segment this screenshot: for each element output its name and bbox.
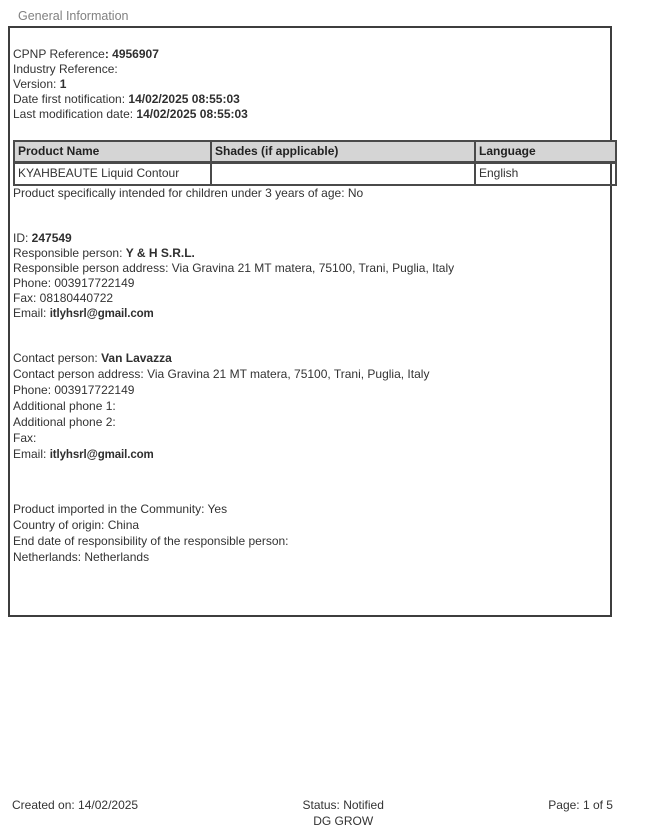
responsible-email-line (13, 306, 607, 322)
import-info-block (13, 501, 607, 565)
contact-email-value: itlyhsrl@gmail.com (49, 448, 154, 461)
general-information-box (8, 26, 612, 617)
industry-reference-label: Industry Reference: (13, 62, 118, 76)
additional-phone-1-line: Additional phone 1: (13, 398, 116, 413)
footer-status: Status: Notified (302, 798, 384, 812)
footer-org: DG GROW (313, 814, 374, 828)
column-header-language: Language (475, 141, 616, 163)
country-of-origin-line: Country of origin: China (13, 517, 140, 532)
responsible-email-value: itlyhsrl@gmail.com (49, 307, 154, 320)
footer-page-number: Page: 1 of 5 (548, 798, 613, 812)
contact-person-address-line: Contact person address: Via Gravina 21 MT matera, 75100, Trani, Puglia, Italy (13, 366, 430, 381)
date-first-notification-value: 14/02/2025 08:55:03 (128, 92, 240, 106)
contact-email-label: Email: (13, 446, 50, 461)
id-line (13, 231, 607, 246)
responsible-email-label: Email: (13, 305, 50, 320)
industry-reference-line (13, 62, 607, 77)
cpnp-reference-value: : 4956907 (104, 47, 159, 61)
cpnp-reference-line (13, 47, 607, 62)
contact-fax-line: Fax: (13, 430, 37, 445)
responsible-person-block (13, 231, 607, 322)
cell-product-name: KYAHBEAUTE Liquid Contour (14, 163, 211, 185)
id-value: 247549 (31, 230, 72, 245)
contact-person-block (13, 350, 607, 463)
footer-status-block (303, 797, 384, 829)
date-first-notification-line (13, 92, 607, 107)
column-header-product-name: Product Name (14, 141, 211, 163)
cpnp-reference-label: CPNP Reference (13, 47, 105, 61)
version-value: 1 (59, 77, 67, 91)
product-table-header-row (14, 141, 616, 163)
end-date-responsibility-line: End date of responsibility of the responsible person: (13, 533, 289, 548)
last-modification-date-value: 14/02/2025 08:55:03 (136, 107, 248, 121)
footer-created-on: Created on: 14/02/2025 (12, 798, 139, 812)
responsible-person-address-line: Responsible person address: Via Gravina 21 MT matera, 75100, Trani, Puglia, Italy (13, 260, 455, 275)
contact-person-value: Van Lavazza (101, 350, 172, 365)
contact-person-line (13, 350, 607, 366)
id-label: ID: (13, 230, 32, 245)
version-label: Version: (13, 77, 60, 91)
column-header-shades: Shades (if applicable) (211, 141, 475, 163)
cell-shades (211, 163, 475, 185)
date-first-notification-label: Date first notification: (13, 92, 129, 106)
last-modification-date-line (13, 107, 607, 122)
responsible-person-line (13, 246, 607, 261)
last-modification-date-label: Last modification date: (13, 107, 137, 121)
responsible-person-value: Y & H S.R.L. (125, 245, 195, 260)
additional-phone-2-line: Additional phone 2: (13, 414, 116, 429)
product-table-row (14, 163, 616, 185)
responsible-person-label: Responsible person: (13, 245, 126, 260)
contact-phone-line: Phone: 003917722149 (13, 382, 135, 397)
cell-language: English (475, 163, 616, 185)
product-table (13, 140, 617, 186)
product-imported-line: Product imported in the Community: Yes (13, 501, 228, 516)
page-footer (12, 797, 613, 829)
notification-country-line: Netherlands: Netherlands (13, 549, 150, 564)
responsible-phone-line: Phone: 003917722149 (13, 275, 135, 290)
contact-person-label: Contact person: (13, 350, 102, 365)
responsible-fax-line: Fax: 08180440722 (13, 290, 114, 305)
contact-email-line (13, 446, 607, 463)
section-title: General Information (18, 9, 129, 23)
version-line (13, 77, 607, 92)
children-statement: Product specifically intended for children under 3 years of age: No (13, 185, 364, 200)
